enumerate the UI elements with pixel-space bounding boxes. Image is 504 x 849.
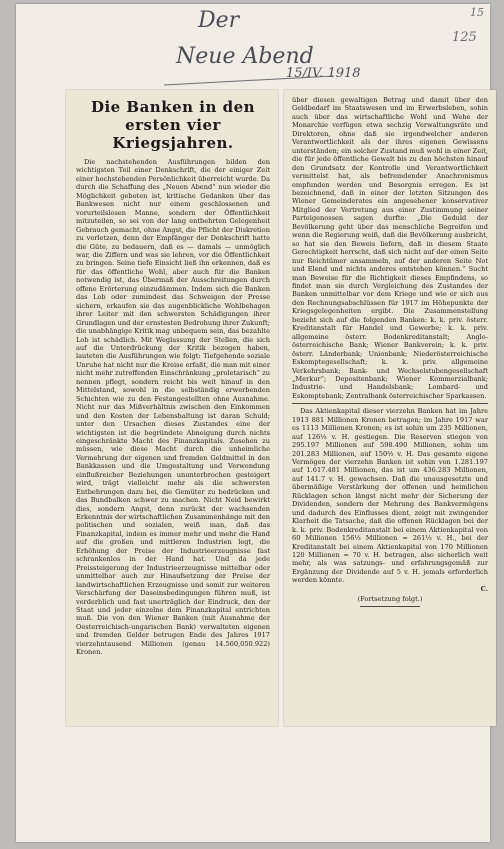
handwritten-der: Der	[198, 8, 240, 33]
clipping-right-column	[284, 90, 496, 726]
continued-note: (Fortsetzung folgt.)	[357, 595, 423, 604]
article-right-text-1: über diesen gewaltigen Betrag und damit über den Geldbedarf im Staatswesen und im Erwerbsleben, sohin auch über das wirtschaftliche Wohl und Wehe der Monarchie verfügen etwa sechzig Verwaltungsräte und Direktoren, ohne daß sie irgendwelcher anderen Verantwortlichkeit als der ihres eigenen Gewissens unterständen; ein solcher Zustand muß wohl in einer Zeit, die für jede öffentliche Gewalt bis zu den höchsten hinauf den Grundsatz der Kontrolle und Verantwortlichkeit vermittelst hat, als befremdender Anachronismus empfunden werden und Besorgnis erregen. Es ist bezeichnend, daß in einer der letzten Sitzungen des Wiener Gemeinderates ein angesehener konservativer Mitglied der Vertretung aus einer Zustimmung seiner Parteigenossen sagen durfte: „Die Geduld der Bevölkerung geht über das menschliche Begreifen und wenn die Regierung weiß, daß die Bevölkerung ausbricht, so hat sie den Beweis liefern, daß in diesem Staate Gerechtigkeit herrscht, daß sich nicht auf der einen Seite nur Reichtümer ansammeln, auf der anderen Seite Not und Elend und nichts anderes entstehen können.“ Sucht man Beweise für die Richtigkeit dieses Empfindens, so findet man sie durch Vergleichung des Zustandes der Banken unmittelbar vor dem Kriege und wie er sich aus den Rechnungsabschlüssen für 1917 im Höhepunkte der Kriegsgelegenheiten ergibt. Die Zusammenstellung bezieht sich auf die folgenden Banken: k. k. priv. österr. Kreditanstalt für Handel und Gewerbe; k. k. priv. allgemeine österr. Bodenkreditanstalt; Anglo-österreichische Bank; Wiener Bankverein; k. k. priv. österr. Länderbank; Unionbank; Niederösterreichische Eskomptegesellschaft; k. k. priv. allgemeine Verkehrsbank; Bank- und Wechselstubengesellschaft „Merkur“; Depositenbank; Wiener Kommerzialbank; Industrie- und Handelsbank; Lombard- und Eskomptebank; Zentralbank österreichischer Sparkassen.	[292, 96, 488, 400]
end-rule	[360, 606, 420, 607]
handwritten-date: 15/IV. 1918	[286, 66, 361, 81]
corner-note: 15	[470, 6, 484, 19]
handwritten-number: 125	[452, 30, 477, 45]
clipping-left-column	[66, 90, 278, 726]
article-signature: C.	[480, 584, 488, 593]
handwritten-newspaper-title: Neue Abend	[176, 44, 314, 69]
archive-sheet	[16, 4, 490, 842]
divider	[292, 403, 488, 404]
article-left-text: Die nachstehenden Ausführungen bilden den wichtigsten Teil einer Denkschrift, die der einiger Zeit einer hochstehenden Persönlichkeit überreicht wurde. Da durch die Schaffung des „Neuen Abend“ nun wieder die Möglichkeit geboten ist, kritische Gedanken über das Bankwesen nicht nur einem geschlossenen und vorurteilslosen Manne, sondern der Öffentlichkeit mitzuteilen, so sei von der lang entbehrten Gelegenheit Gebrauch gemacht, ohne Angst, die Pflicht der Diskretion zu verletzen, denn der Empfänger der Denkschrift hatte die Güte, zu bedauern, daß es — damals — unmöglich war, die Ziffern und was sie lehren, vor die Öffentlichkeit zu bringen. Seine tiefe Einsicht ließ ihn erkennen, daß es für das öffentliche Wohl, aber auch für die Banken notwendig ist, das Übermaß der Ausschreitungen durch offene Erörterung einzudämmen. Indem sich die Banken das Lob oder zumindest das Schweigen der Presse sichern, erkaufen sie das augenblickliche Wohlbehagen ihrer Leiter mit den schwersten Schädigungen ihrer Grundlagen und der ernstesten Bedrohung ihrer Zukunft; die unabhängige Kritik mag unbequem sein, das bezahlte Lob ist schädlich. Mit Weglassung der Stellen, die sich auf die Unterdrückung der Kritik bezogen haben, lauteten die Ausführungen wie folgt: Tiefgehende soziale Unruhe hat nicht nur die Kreise erfaßt, die man mit einer nicht mehr zutreffenden Einschränkung „proletarisch“ zu nennen pflegt, sondern reicht bis weit hinauf in den Mittelstand, sowohl in die selbständig erwerbenden Schichten wie zu den Festangestellten ohne Ausnahme. Nicht nur das Mißverhältnis zwischen den Einkommen und den Kosten der Lebenshaltung ist daran Schuld; unter den Ursachen dieses Zustandes eine der wichtigsten ist die begründete Abneigung durch nichts eingeschränkte Macht des Finanzkapitals. Zusehen zu müssen, wie diese Macht durch die unheimliche Vermehrung der eigenen und fremden Geldmittel in den Bankkassen und die Umgestaltung und Verwendung einflußreicher Beziehungen ununterbrochen gesteigert wird, trägt vielleicht mehr als die schwersten Entbehrungen dazu bei, die Gemüter zu bedrücken und das Bundbalken schwer zu machen. Nicht Neid bewirkt dies, sondern Angst, denn zurückt der wachsenden Erkenntnis der wirtschaftlichen Zusammenhänge mit den politischen und sozialen, weiß man, daß das Finanzkapital, indem es immer mehr und mehr die Hand auf die großen und mittleren Industrien legt, die Erhöhung der Preise der Industrieerzeugnisse fast schrankenlos in der Hand hat. Und da jede Preissteigerung der Industrieerzeugnisse mittelbar oder unmittelbar auch zur Hinaufsetzung der Preise der landwirtschaftlichen Erzeugnisse und somit zur weiteren Verschärfung der Daseinsbedingungen führen muß, ist verderblich und fast unerträglich der Eindruck, den der Staat und jeder einzelne dem Finanzkapital entrichten muß. Die von den Wiener Banken (mit Ausnahme der Oesterreichisch-ungarischen Bank) verwalteten eigenen und fremden Gelder betrugen Ende des Jahres 1917 vierzehntausend Millionen (genau 14.560,050.922) Kronen.	[76, 158, 271, 657]
article-right-text-2: Das Aktienkapital dieser vierzehn Banken hat im Jahre 1913 881 Millionen Kronen betragen; im Jahre 1917 war es 1113 Millionen Kronen; es ist sohin um 235 Millionen, auf 126⅓ v. H. gestiegen. Die Reserven stiegen von 295.197 Millionen auf 598.490 Millionen, sohin um 201.283 Millionen, auf 150⅔ v. H. Das gesamte eigene Vermögen der vierzehn Banken ist sohin von 1.281.197 auf 1.617.481 Millionen, das ist um 436.283 Millionen, auf 141.7 v. H. gewachsen. Daß die unausgesetzte und übermäßige Verstärkung der offenen und heimlichen Rücklagen schon längst nicht mehr der Sicherung der Dividenden, sondern der Mehrung des Bankvermögens und dadurch des Einflusses dient, zeigt mit zwingender Klarheit die Tatsache, daß die offenen Rücklagen bei der k. k. priv. Bodenkreditanstalt bei einem Aktienkapital von 60 Millionen 156⅓ Millionen = 261⅓ v. H., bei der Kreditanstalt bei einem Aktienkapital von 170 Millionen 120 Millionen = 70 v. H. betragen, also sicherlich weit mehr, als was satzungs- und erfahrungsgemäß zur Ergänzung der Dividende auf 5 v. H. jemals erforderlich werden könnte.	[292, 407, 488, 585]
article-headline: Die Banken in den ersten vier Kriegsjahren.	[90, 98, 256, 152]
